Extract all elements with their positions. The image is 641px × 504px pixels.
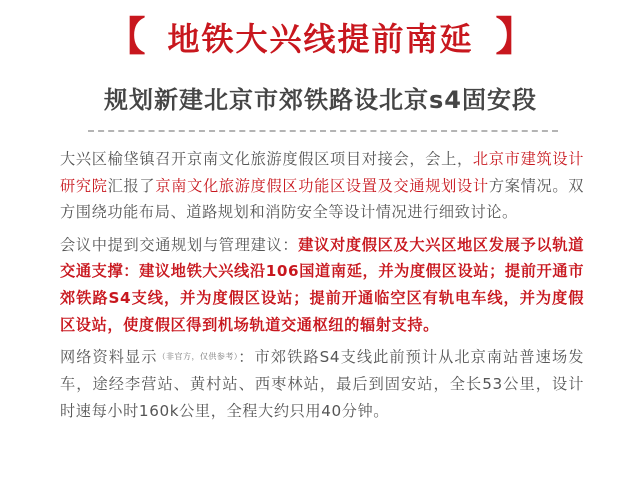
paragraph-meeting-verb: 汇报了 — [107, 176, 156, 195]
paragraph-suggestions-intro: 会议中提到交通规划与管理建议： — [60, 235, 299, 254]
paragraph-meeting — [60, 146, 584, 226]
plan-name: 京南文化旅游度假区功能区设置及交通规划设计 — [155, 176, 489, 195]
paragraph-meeting-outro: 方案情况。双方围绕功能布局、道路规划和消防安全等设计情况进行细致讨论。 — [60, 176, 585, 222]
paragraph-meeting-intro: 大兴区榆垡镇召开京南文化旅游度假区项目对接会，会上， — [60, 150, 473, 168]
headline-right-bracket: 】 — [495, 14, 536, 60]
unofficial-note: （非官方，仅供参考） — [157, 352, 239, 362]
subtitle: 规划新建北京市郊铁路设北京s4固安段 — [104, 86, 537, 114]
headline — [0, 6, 641, 68]
dashed-divider — [88, 130, 558, 132]
headline-left-bracket: 【 — [105, 14, 146, 60]
paragraph-network-info — [60, 344, 584, 424]
paragraph-network-detail: ：市郊铁路S4支线此前预计从北京南站普速场发车，途经李营站、黄村站、西枣林站，最后到固安站，全长53公里，设计时速每小时160k公里，全程大约只用40分钟。 — [60, 348, 584, 420]
headline-title: 地铁大兴线提前南延 — [167, 20, 474, 58]
paragraph-suggestions — [60, 232, 584, 338]
article-body — [60, 146, 584, 430]
paragraph-network-intro: 网络资料显示 — [60, 348, 158, 367]
transit-suggestions: 建议对度假区及大兴区地区发展予以轨道交通支撑：建议地铁大兴线沿106国道南延，并为度假区设站；提前开通市郊铁路S4支线，并为度假区设站；提前开通临空区有轨电车线，并为度假区设站，使度假区得到机场轨道交通枢纽的辐射支持。 — [60, 235, 584, 334]
institute-name: 北京市建筑设计研究院 — [60, 150, 584, 195]
